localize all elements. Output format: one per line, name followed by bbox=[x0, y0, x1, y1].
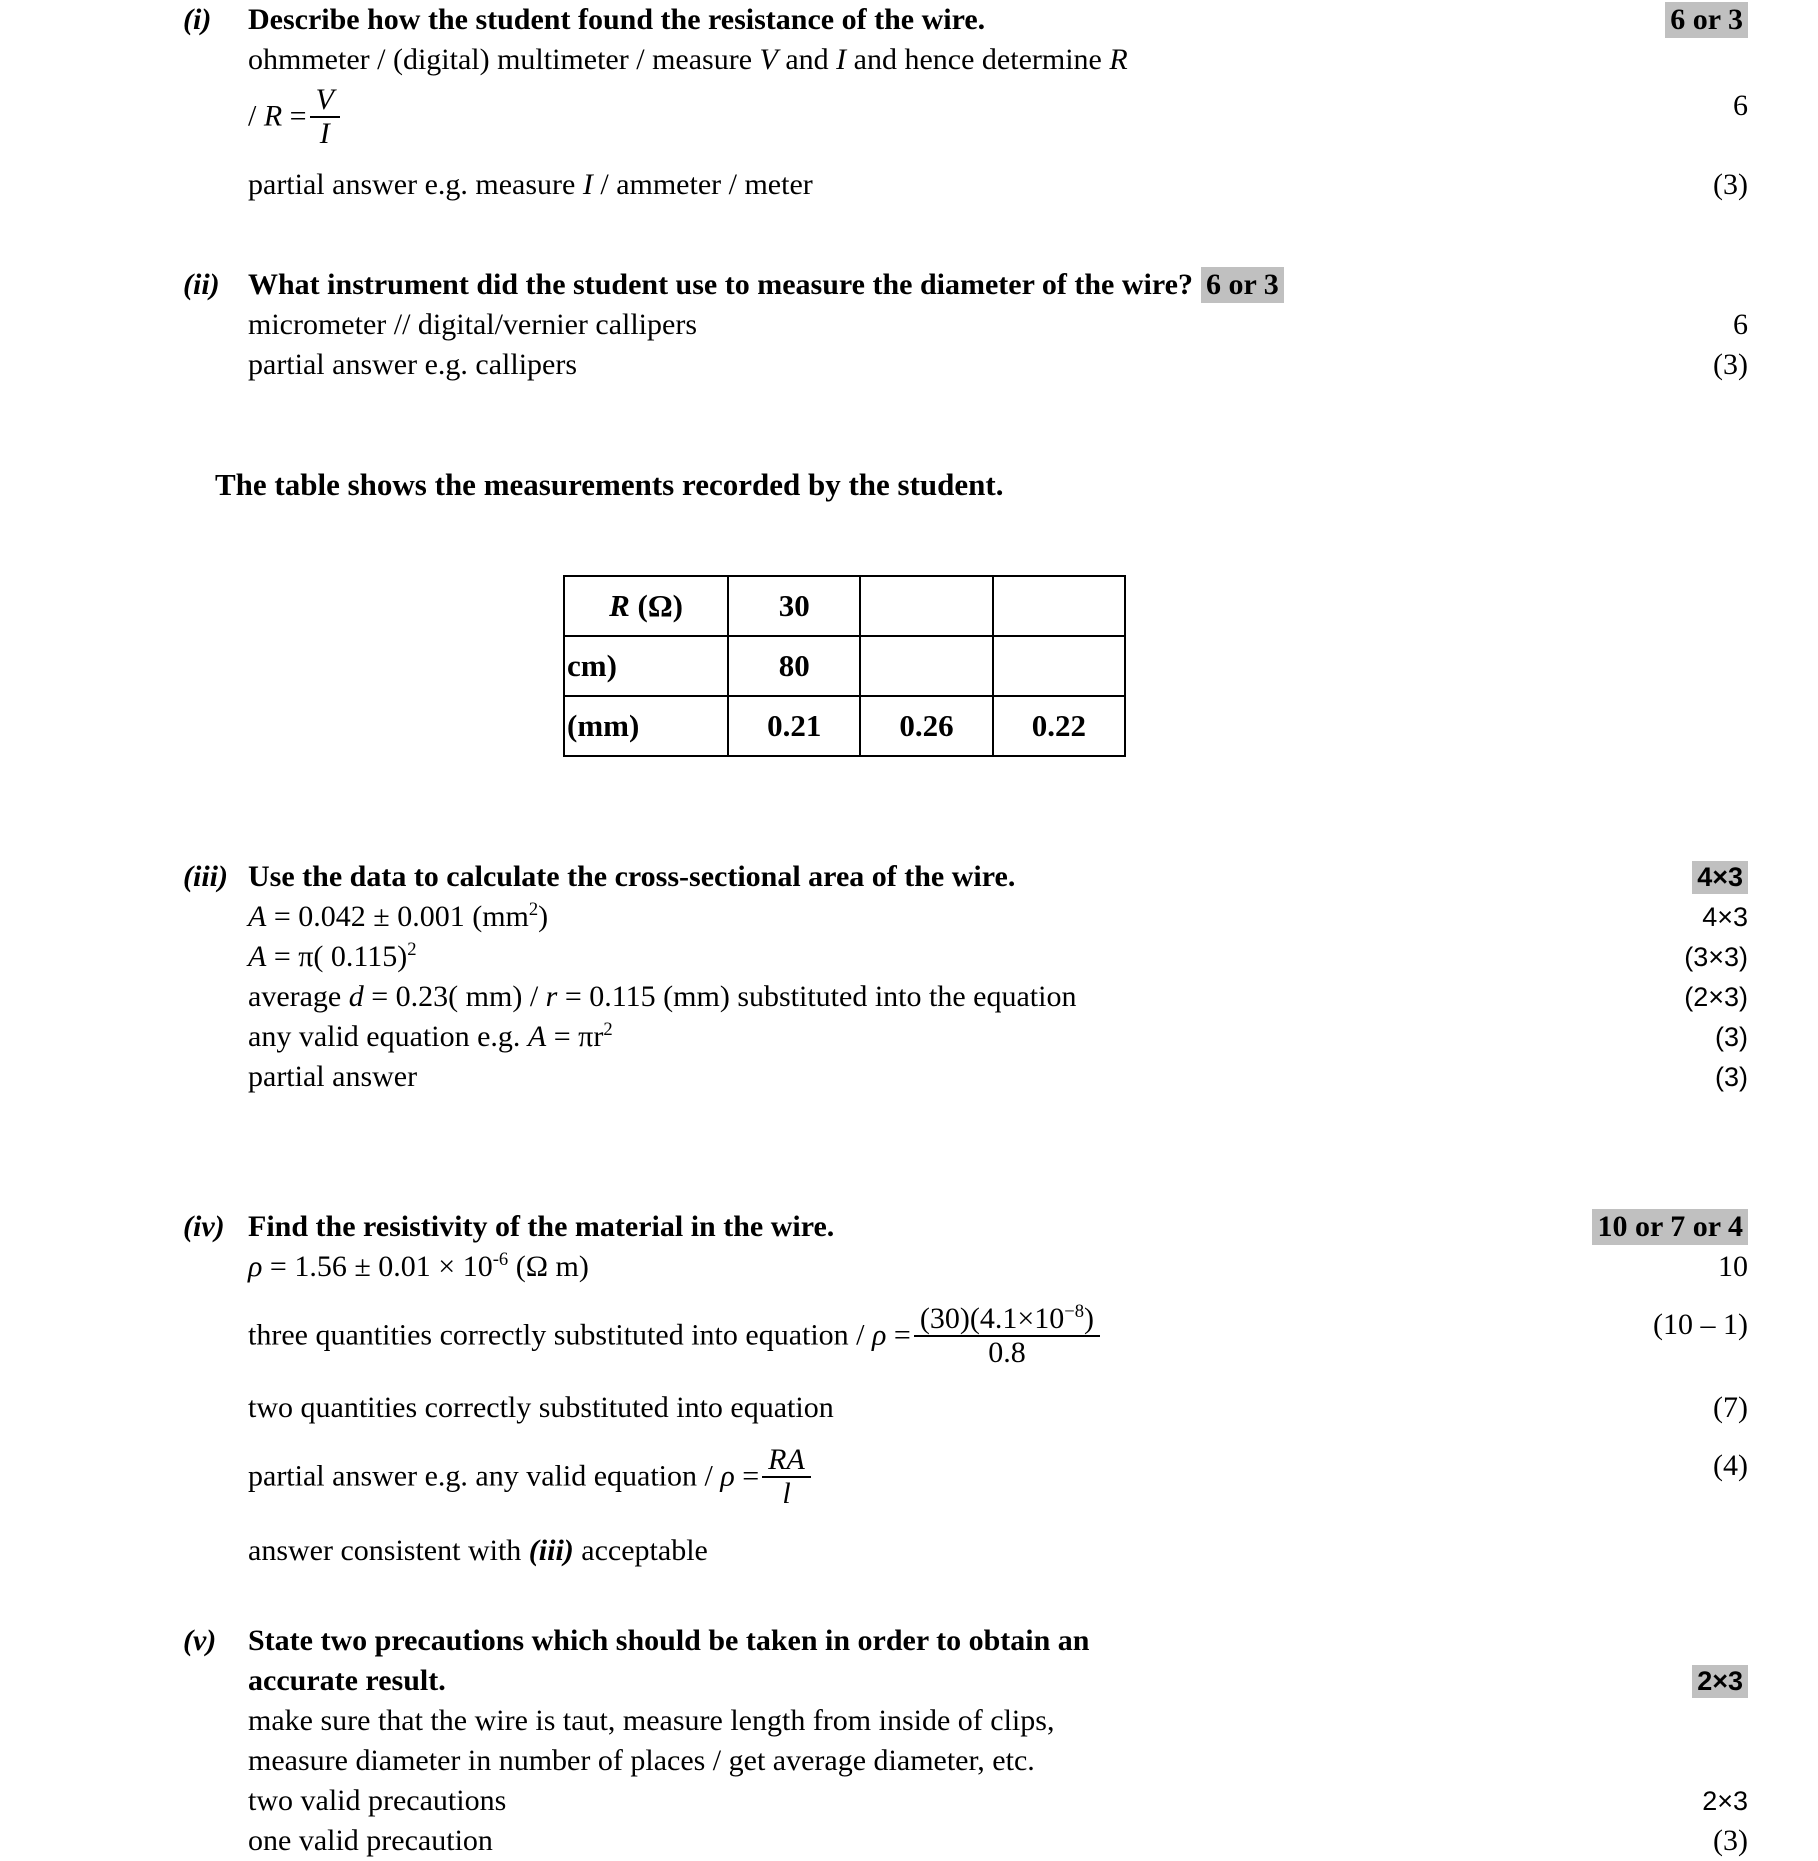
section-iii-answer-2 bbox=[248, 937, 1458, 977]
section-iv-answer-1-row bbox=[0, 1247, 1818, 1287]
section-iii-answer-5-row bbox=[0, 1057, 1818, 1097]
variable-rho: ρ bbox=[248, 1250, 263, 1283]
fraction-V-over-I bbox=[310, 84, 340, 149]
text-fragment: = π( 0.115) bbox=[273, 940, 408, 973]
variable-rho: ρ bbox=[872, 1318, 887, 1352]
section-iii-answer-4-row bbox=[0, 1017, 1818, 1057]
section-iv-answer-3: two quantities correctly substituted into equation bbox=[248, 1391, 834, 1424]
section-v-answer-3-row bbox=[0, 1781, 1818, 1821]
superscript-minus8: −8 bbox=[1064, 1301, 1085, 1322]
section-ii-answer-1-mark: 6 bbox=[1733, 308, 1748, 341]
section-v-question-mark bbox=[1458, 1661, 1818, 1701]
variable-R: R bbox=[609, 588, 630, 623]
section-ii-question-row bbox=[0, 265, 1818, 305]
diameter-reading: 0.26 bbox=[899, 708, 954, 743]
section-i-answer-3-mark: (3) bbox=[1713, 168, 1748, 201]
section-iv-question-mark bbox=[1458, 1207, 1818, 1247]
spacer bbox=[0, 205, 1818, 265]
section-ii-answer-2-row bbox=[0, 345, 1818, 385]
spacer bbox=[0, 1097, 1818, 1157]
section-i bbox=[0, 0, 1818, 205]
section-i-answer-2-row bbox=[0, 83, 1818, 151]
row-header-diameter: (mm) bbox=[564, 696, 728, 756]
text-fragment: three quantities correctly substituted into equation / bbox=[248, 1318, 873, 1352]
variable-V: V bbox=[759, 43, 778, 76]
section-ii-answer-1-row bbox=[0, 305, 1818, 345]
section-v-answer-1-row bbox=[0, 1701, 1818, 1741]
text-fragment: / ammeter / meter bbox=[592, 168, 813, 201]
variable-I: I bbox=[836, 43, 847, 76]
spacer bbox=[0, 757, 1818, 817]
section-v-answer-4: one valid precaution bbox=[248, 1824, 493, 1857]
section-iv-label: (iv) bbox=[183, 1210, 225, 1243]
section-iv-answer-2-mark: (10 – 1) bbox=[1653, 1308, 1748, 1341]
fraction-denominator: 0.8 bbox=[914, 1335, 1100, 1369]
section-i-answer-1 bbox=[248, 40, 1458, 80]
section-iii-answer-5-mark: (3) bbox=[1715, 1062, 1748, 1092]
section-i-answer-1-row bbox=[0, 40, 1818, 80]
section-iii-answer-3 bbox=[248, 977, 1458, 1017]
unit-ohm: (Ω) bbox=[629, 588, 683, 623]
equals-sign: = bbox=[893, 1318, 911, 1352]
section-iv-answer-1-mark: 10 bbox=[1718, 1250, 1748, 1283]
section-v-answer-2: measure diameter in number of places / get average diameter, etc. bbox=[248, 1744, 1035, 1777]
fraction-denominator: I bbox=[310, 116, 340, 150]
section-iii-answer-2-mark: (3×3) bbox=[1684, 942, 1748, 972]
text-fragment: = 1.56 ± 0.01 × 10 bbox=[262, 1250, 493, 1283]
section-ii-question-mark bbox=[1193, 265, 1818, 305]
variable-rho: ρ bbox=[720, 1459, 735, 1493]
superscript-minus6: -6 bbox=[492, 1249, 509, 1270]
variable-I: I bbox=[582, 168, 593, 201]
section-iv bbox=[0, 1207, 1818, 1571]
mark-highlight: 6 or 3 bbox=[1665, 2, 1748, 38]
spacer bbox=[0, 385, 1818, 445]
section-i-answer-3 bbox=[248, 165, 1458, 205]
section-v-answer-3-mark: 2×3 bbox=[1702, 1786, 1748, 1816]
section-iii-answer-1-mark: 4×3 bbox=[1702, 902, 1748, 932]
diameter-reading: 0.22 bbox=[1031, 708, 1086, 743]
variable-A: A bbox=[248, 900, 267, 933]
section-iii-answer-4-mark: (3) bbox=[1715, 1022, 1748, 1052]
table-row bbox=[564, 576, 1125, 636]
variable-A: A bbox=[527, 1020, 547, 1053]
section-iv-answer-2-row bbox=[0, 1301, 1818, 1370]
section-ii-answer-2: partial answer e.g. callipers bbox=[248, 348, 578, 381]
spacer bbox=[0, 1157, 1818, 1207]
table-row bbox=[564, 636, 1125, 696]
section-ii-label: (ii) bbox=[183, 268, 220, 301]
spacer bbox=[0, 445, 1818, 465]
diameter-reading: 0.21 bbox=[767, 708, 822, 743]
reference-iii: (iii) bbox=[528, 1534, 574, 1567]
cell-length-value: 80 bbox=[728, 636, 860, 696]
section-v-answer-4-mark: (3) bbox=[1713, 1824, 1748, 1857]
section-v-label: (v) bbox=[183, 1624, 217, 1657]
section-iii-question-row bbox=[0, 857, 1818, 897]
cell-diameter-value-3 bbox=[993, 696, 1125, 756]
measurement-table-wrap bbox=[563, 575, 1126, 757]
text-fragment: ohmmeter / (digital) multimeter / measure bbox=[248, 43, 760, 76]
section-iii-question-mark bbox=[1458, 857, 1818, 897]
section-ii-answer-2-mark: (3) bbox=[1713, 348, 1748, 381]
section-v-answer-4-row bbox=[0, 1821, 1818, 1861]
section-iii-answer-4 bbox=[248, 1017, 1458, 1057]
text-fragment: (30)(4.1×10 bbox=[919, 1302, 1065, 1335]
empty-cell bbox=[860, 636, 992, 696]
text-fragment: = 0.23( mm) / bbox=[363, 980, 546, 1013]
text-fragment: and bbox=[777, 43, 837, 76]
section-iv-answer-4-mark: (4) bbox=[1713, 1449, 1748, 1482]
fraction-RA-over-l bbox=[762, 1444, 811, 1509]
section-i-question: Describe how the student found the resistance of the wire. bbox=[248, 3, 986, 36]
superscript-2: 2 bbox=[407, 939, 417, 960]
text-fragment: = 0.042 ± 0.001 (mm bbox=[273, 900, 529, 933]
text-fragment: acceptable bbox=[573, 1534, 708, 1567]
text-fragment: answer consistent with bbox=[248, 1534, 529, 1567]
text-fragment: and hence determine bbox=[846, 43, 1110, 76]
text-fragment: ) bbox=[538, 900, 549, 933]
fraction-numerator bbox=[914, 1303, 1100, 1335]
variable-d: d bbox=[348, 980, 364, 1013]
section-iii-answer-1 bbox=[248, 897, 1458, 937]
text-fragment: ) bbox=[1084, 1302, 1095, 1335]
section-iii-answer-5: partial answer bbox=[248, 1060, 418, 1093]
section-iii-answer-1-row bbox=[0, 897, 1818, 937]
table-row bbox=[564, 696, 1125, 756]
section-v bbox=[0, 1621, 1818, 1861]
section-i-answer-2-mark: 6 bbox=[1733, 89, 1748, 122]
section-iii-question: Use the data to calculate the cross-sectional area of the wire. bbox=[248, 860, 1016, 893]
section-iv-answer-4 bbox=[248, 1443, 1458, 1511]
section-iv-answer-3-mark: (7) bbox=[1713, 1391, 1748, 1424]
cell-diameter-value-1 bbox=[728, 696, 860, 756]
section-iii-answer-3-row bbox=[0, 977, 1818, 1017]
section-ii-answer-1: micrometer // digital/vernier callipers bbox=[248, 308, 697, 341]
row-header-length: cm) bbox=[564, 636, 728, 696]
section-v-question-line-2: accurate result. bbox=[248, 1664, 446, 1697]
section-v-question-row-1 bbox=[0, 1621, 1818, 1661]
section-iii-label: (iii) bbox=[183, 860, 228, 893]
section-iv-answer-4-row bbox=[0, 1443, 1818, 1511]
text-fragment: any valid equation e.g. bbox=[248, 1020, 528, 1053]
variable-A: A bbox=[248, 940, 267, 973]
spacer bbox=[0, 555, 1818, 575]
variable-r: r bbox=[545, 980, 558, 1013]
measurement-table bbox=[563, 575, 1126, 757]
spacer bbox=[0, 1571, 1818, 1621]
equals-sign: = bbox=[289, 99, 307, 133]
superscript-2: 2 bbox=[528, 899, 539, 920]
superscript-2: 2 bbox=[603, 1019, 613, 1040]
section-iv-answer-5-row bbox=[0, 1531, 1818, 1571]
section-v-answer-1: make sure that the wire is taut, measure length from inside of clips, bbox=[248, 1704, 1055, 1737]
text-fragment: / bbox=[248, 99, 264, 133]
section-v-question-line-1: State two precautions which should be taken in order to obtain an bbox=[248, 1624, 1090, 1657]
equals-sign: = bbox=[742, 1459, 760, 1493]
section-iv-question-row bbox=[0, 1207, 1818, 1247]
section-iii-answer-2-row bbox=[0, 937, 1818, 977]
text-fragment: partial answer e.g. any valid equation / bbox=[248, 1459, 721, 1493]
table-intro-text: The table shows the measurements recorded by the student. bbox=[215, 467, 1004, 502]
section-v-question-row-2 bbox=[0, 1661, 1818, 1701]
empty-cell bbox=[993, 636, 1125, 696]
mark-highlight: 10 or 7 or 4 bbox=[1592, 1209, 1748, 1245]
fraction-numerator: V bbox=[315, 83, 334, 116]
mark-highlight: 2×3 bbox=[1692, 1665, 1748, 1698]
cell-diameter-value-2 bbox=[860, 696, 992, 756]
fraction-denominator: l bbox=[762, 1476, 811, 1510]
variable-R: R bbox=[263, 99, 283, 133]
section-i-answer-2 bbox=[248, 83, 1458, 151]
cell-resistance-value: 30 bbox=[728, 576, 860, 636]
text-fragment: = 0.115 (mm) substituted into the equation bbox=[557, 980, 1077, 1013]
fraction-resistivity bbox=[914, 1303, 1100, 1368]
section-iii bbox=[0, 857, 1818, 1097]
section-iv-answer-2 bbox=[248, 1301, 1458, 1370]
fraction-numerator: RA bbox=[768, 1443, 805, 1476]
section-iv-answer-5 bbox=[248, 1531, 1458, 1571]
variable-R: R bbox=[1109, 43, 1128, 76]
empty-cell bbox=[860, 576, 992, 636]
mark-highlight: 6 or 3 bbox=[1201, 267, 1284, 303]
section-iv-question: Find the resistivity of the material in the wire. bbox=[248, 1210, 835, 1243]
spacer bbox=[0, 817, 1818, 857]
text-fragment: average bbox=[248, 980, 349, 1013]
spacer bbox=[0, 505, 1818, 555]
mark-highlight: 4×3 bbox=[1692, 861, 1748, 894]
section-i-label: (i) bbox=[183, 3, 212, 36]
text-fragment: partial answer e.g. measure bbox=[248, 168, 583, 201]
section-ii-question: What instrument did the student use to measure the diameter of the wire? bbox=[248, 268, 1193, 301]
section-iv-answer-3-row bbox=[0, 1388, 1818, 1428]
text-fragment: (Ω m) bbox=[508, 1250, 589, 1283]
text-fragment: = πr bbox=[546, 1020, 604, 1053]
section-i-answer-3-row bbox=[0, 165, 1818, 205]
row-header-resistance bbox=[564, 576, 728, 636]
section-iii-answer-3-mark: (2×3) bbox=[1684, 982, 1748, 1012]
section-ii bbox=[0, 265, 1818, 385]
section-iv-answer-1 bbox=[248, 1247, 1458, 1287]
section-i-question-mark bbox=[1458, 0, 1818, 40]
empty-cell bbox=[993, 576, 1125, 636]
section-v-answer-3: two valid precautions bbox=[248, 1784, 507, 1817]
section-i-question-row bbox=[0, 0, 1818, 40]
section-v-answer-2-row bbox=[0, 1741, 1818, 1781]
